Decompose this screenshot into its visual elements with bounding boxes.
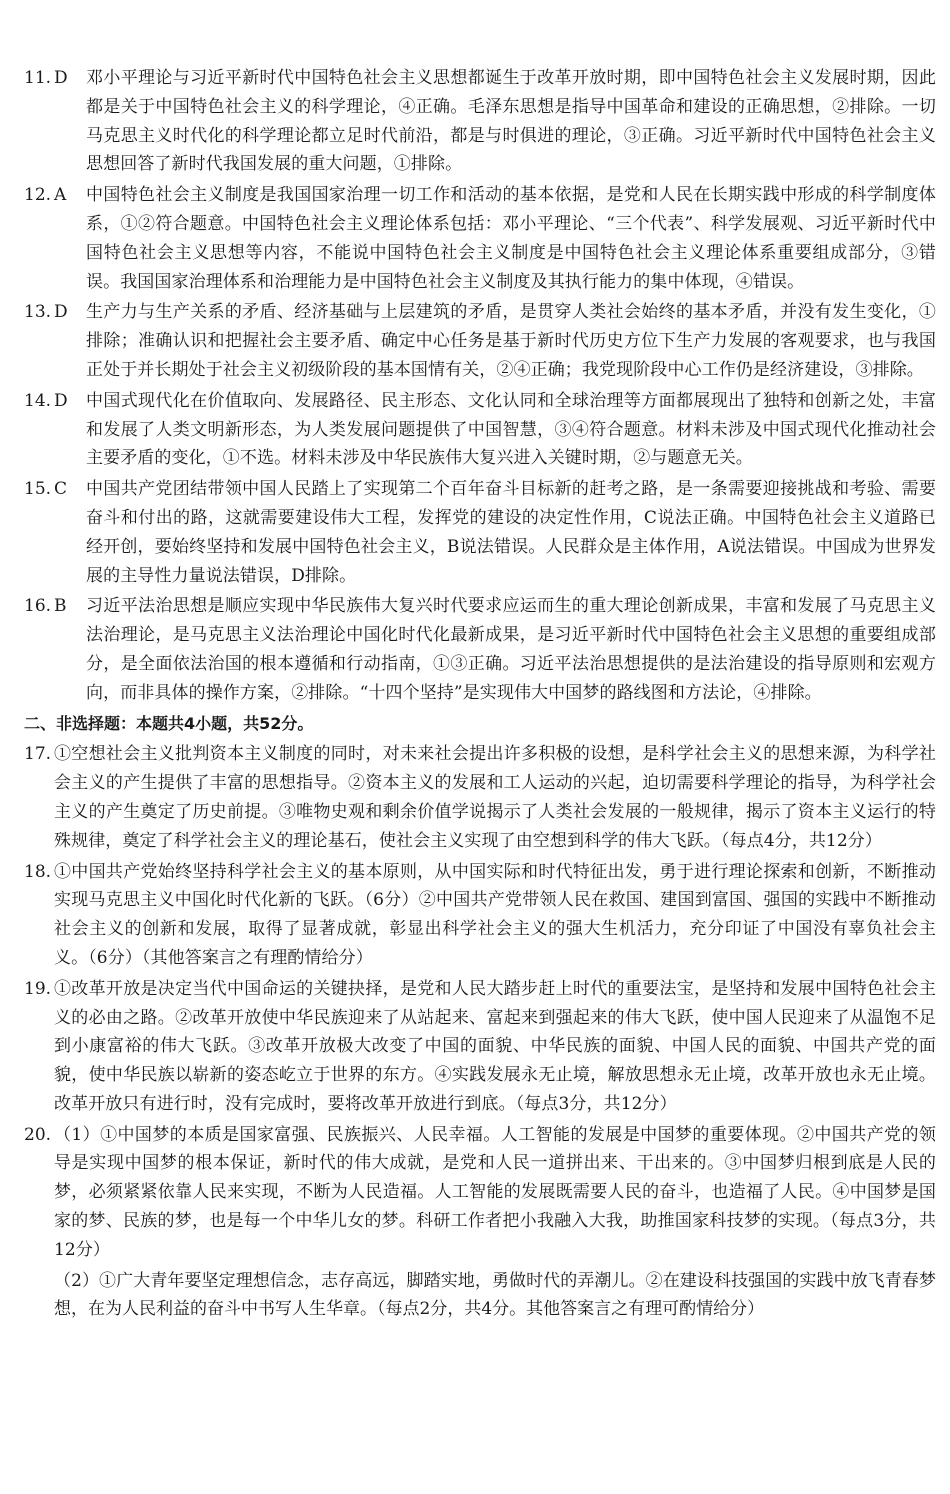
explanation-text: ①中国共产党始终坚持科学社会主义的基本原则，从中国实际和时代特征出发，勇于进行理论探索和创新，不断推动实现马克思主义中国化时代化新的飞跃。（6分）②中国共产党带领人民在救国、建国到富国、强国的实践中不断推动社会主义的创新和发展，取得了显著成就，彰显出科学社会主义的强大生机活力，充分印证了中国没有辜负社会主义。（6分）（其他答案言之有理酌情给分） xyxy=(54,861,936,968)
explanation-text: 习近平法治思想是顺应实现中华民族伟大复兴时代要求应运而生的重大理论创新成果，丰富和发展了马克思主义法治理论，是马克思主义法治理论中国化时代化最新成果，是习近平新时代中国特色社会主义思想的重要组成部分，是全面依法治国的根本遵循和行动指南，①③正确。习近平法治思想提供的是法治建设的指导原则和宏观方向，而非具体的操作方案，②排除。“十四个坚持”是实现伟大中国梦的路线图和方法论，④排除。 xyxy=(86,596,936,703)
explanation-text: ①空想社会主义批判资本主义制度的同时，对未来社会提出许多积极的设想，是科学社会主义的思想来源，为科学社会主义的产生提供了丰富的思想指导。②资本主义的发展和工人运动的兴起，迫切需要科学理论的指导，为科学社会主义的产生奠定了历史前提。③唯物史观和剩余价值学说揭示了人类社会发展的一般规律，揭示了资本主义运行的特殊规律，奠定了科学社会主义的理论基石，使社会主义实现了由空想到科学的伟大飞跃。（每点4分，共12分） xyxy=(54,744,936,851)
answer-item-12 xyxy=(24,181,936,296)
answer-item-20-part-2: （2）①广大青年要坚定理想信念，志存高远，脚踏实地，勇做时代的弄潮儿。②在建设科技强国的实践中放飞青春梦想，在为人民利益的奋斗中书写人生华章。（每点2分，共4分。其他答案言之有理可酌情给分） xyxy=(54,1270,936,1320)
question-number: 18. xyxy=(24,861,52,882)
answer-letter: D xyxy=(54,302,68,323)
answer-item-15 xyxy=(24,475,936,590)
answer-letter: B xyxy=(54,596,67,617)
explanation-text: （1）①中国梦的本质是国家富强、民族振兴、人民幸福。人工智能的发展是中国梦的重要体现。②中国共产党的领导是实现中国梦的根本保证，新时代的伟大成就，是党和人民一道拼出来、干出来的。③中国梦归根到底是人民的梦，必须紧紧依靠人民来实现，不断为人民造福。人工智能的发展既需要人民的奋斗，也造福了人民。④中国梦是国家的梦、民族的梦，也是每一个中华儿女的梦。科研工作者把小我融入大我，助推国家科技梦的实现。（每点3分，共12分） xyxy=(54,1124,936,1260)
question-number: 14. xyxy=(24,390,52,411)
explanation-text: 生产力与生产关系的矛盾、经济基础与上层建筑的矛盾，是贯穿人类社会始终的基本矛盾，并没有发生变化，①排除；准确认识和把握社会主要矛盾、确定中心任务是基于新时代历史方位下生产力发展的客观要求，也与我国正处于并长期处于社会主义初级阶段的基本国情有关，②④正确；我党现阶段中心工作仍是经济建设，③排除。 xyxy=(86,302,936,380)
answer-item-19 xyxy=(24,975,936,1119)
answer-item-14 xyxy=(24,387,936,473)
answer-letter: A xyxy=(54,185,67,206)
explanation-text: 邓小平理论与习近平新时代中国特色社会主义思想都诞生于改革开放时期，即中国特色社会主义发展时期，因此都是关于中国特色社会主义的科学理论，④正确。毛泽东思想是指导中国革命和建设的正确思想，②排除。一切马克思主义时代化的科学理论都立足时代前沿，都是与时俱进的理论，③正确。习近平新时代中国特色社会主义思想回答了新时代我国发展的重大问题，①排除。 xyxy=(86,68,936,175)
question-number: 13. xyxy=(24,302,52,323)
answer-letter: C xyxy=(54,479,68,500)
answer-item-11 xyxy=(24,64,936,179)
question-number: 20. xyxy=(24,1124,52,1145)
answer-letter: D xyxy=(54,390,68,411)
explanation-text: 中国特色社会主义制度是我国国家治理一切工作和活动的基本依据，是党和人民在长期实践中形成的科学制度体系，①②符合题意。中国特色社会主义理论体系包括：邓小平理论、“三个代表”、科学发展观、习近平新时代中国特色社会主义思想等内容，不能说中国特色社会主义制度是中国特色社会主义理论体系重要组成部分，③错误。我国国家治理体系和治理能力是中国特色社会主义制度及其执行能力的集中体现，④错误。 xyxy=(86,185,936,292)
answer-item-13 xyxy=(24,298,936,384)
question-number: 19. xyxy=(24,978,52,999)
question-number: 16. xyxy=(24,596,52,617)
question-number: 17. xyxy=(24,744,52,765)
question-number: 12. xyxy=(24,185,52,206)
answer-letter: D xyxy=(54,68,68,88)
answer-item-16 xyxy=(24,592,936,707)
explanation-text: 中国共产党团结带领中国人民踏上了实现第二个百年奋斗目标新的赶考之路，是一条需要迎接挑战和考验、需要奋斗和付出的路，这就需要建设伟大工程，发挥党的建设的决定性作用，C说法正确。中国特色社会主义道路已经开创，要始终坚持和发展中国特色社会主义，B说法错误。人民群众是主体作用，A说法错误。中国成为世界发展的主导性力量说法错误，D排除。 xyxy=(86,479,936,586)
answer-item-17 xyxy=(24,740,936,855)
question-number: 11. xyxy=(24,68,52,88)
answer-item-18 xyxy=(24,858,936,973)
explanation-text: ①改革开放是决定当代中国命运的关键抉择，是党和人民大踏步赶上时代的重要法宝，是坚持和发展中国特色社会主义的必由之路。②改革开放使中华民族迎来了从站起来、富起来到强起来的伟大飞跃，使中国人民迎来了从温饱不足到小康富裕的伟大飞跃。③改革开放极大改变了中国的面貌、中华民族的面貌、中国人民的面貌、中国共产党的面貌，使中华民族以崭新的姿态屹立于世界的东方。④实践发展永无止境，解放思想永无止境，改革开放也永无止境。改革开放只有进行时，没有完成时，要将改革开放进行到底。（每点3分，共12分） xyxy=(54,978,936,1114)
question-number: 15. xyxy=(24,479,52,500)
explanation-text: 中国式现代化在价值取向、发展路径、民主形态、文化认同和全球治理等方面都展现出了独特和创新之处，丰富和发展了人类文明新形态，为人类发展问题提供了中国智慧，③④符合题意。材料未涉及中国式现代化推动社会主要矛盾的变化，①不选。材料未涉及中华民族伟大复兴进入关键时期，②与题意无关。 xyxy=(86,390,936,469)
answer-item-20 xyxy=(24,1121,936,1265)
section-heading: 二、非选择题：本题共4小题，共52分。 xyxy=(24,713,314,733)
